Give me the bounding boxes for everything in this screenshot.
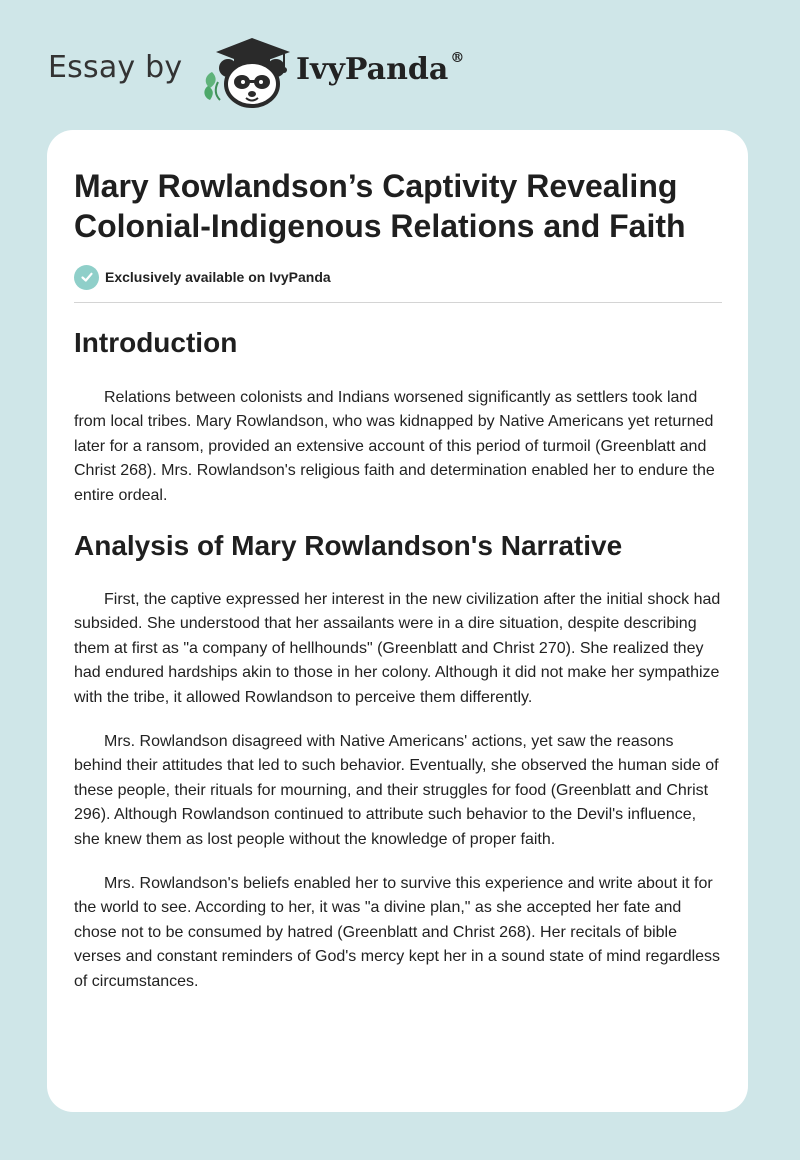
exclusive-label: Exclusively available on IvyPanda: [105, 269, 331, 285]
paragraph: First, the captive expressed her interest in the new civilization after the initial shock had subsided. She understood that her assailants were in a dire situation, despite describing them at first as "a company of hellhounds" (Greenblatt and Christ 270). She realized they had endured hardships akin to those in her colony. Although it did not make her sympathize with the tribe, it allowed Rowlandson to perceive them differently.: [74, 591, 721, 706]
paragraph: Mrs. Rowlandson disagreed with Native Americans' actions, yet saw the reasons behind their attitudes that led to such behavior. Eventually, she observed the human side of these people, their rituals for mourning, and their struggles for food (Greenblatt and Christ 296). Although Rowlandson continued to attribute such behavior to the Devil's influence, she knew them as lost people without the knowledge of proper faith.: [74, 733, 719, 848]
section-heading-analysis: Analysis of Mary Rowlandson's Narrative: [74, 530, 623, 561]
divider: [74, 302, 722, 303]
page-title: Mary Rowlandson’s Captivity Revealing Colonial-Indigenous Relations and Faith: [74, 168, 686, 244]
paragraph: Relations between colonists and Indians worsened significantly as settlers took land from local tribes. Mary Rowlandson, who was kidnapped by Native Americans yet returned later for a ransom, provided an extensive account of this period of turmoil (Greenblatt and Christ 268). Mrs. Rowlandson's religious faith and determination enabled her to endure the entire ordeal.: [74, 389, 715, 504]
ivy-leaf-icon: [204, 72, 220, 100]
article-card: [47, 130, 748, 1112]
essay-by-label: Essay by: [48, 50, 183, 85]
check-icon: [74, 265, 99, 290]
paragraph: Mrs. Rowlandson's beliefs enabled her to survive this experience and write about it for the world to see. According to her, it was "a divine plan," as she accepted her fate and chose not to be consumed by hatred (Greenblatt and Christ 268). Her recitals of bible verses and constant reminders of God's mercy kept her in a sound state of mind regardless of circumstances.: [74, 875, 721, 990]
exclusive-badge: [74, 264, 331, 290]
registered-mark: ®: [450, 50, 465, 66]
brand-name[interactable]: [296, 52, 464, 87]
section-heading-introduction: Introduction: [74, 327, 238, 358]
brand-text: IvyPanda: [296, 52, 449, 87]
site-header: [0, 0, 800, 130]
panda-graduate-logo[interactable]: [198, 32, 294, 110]
